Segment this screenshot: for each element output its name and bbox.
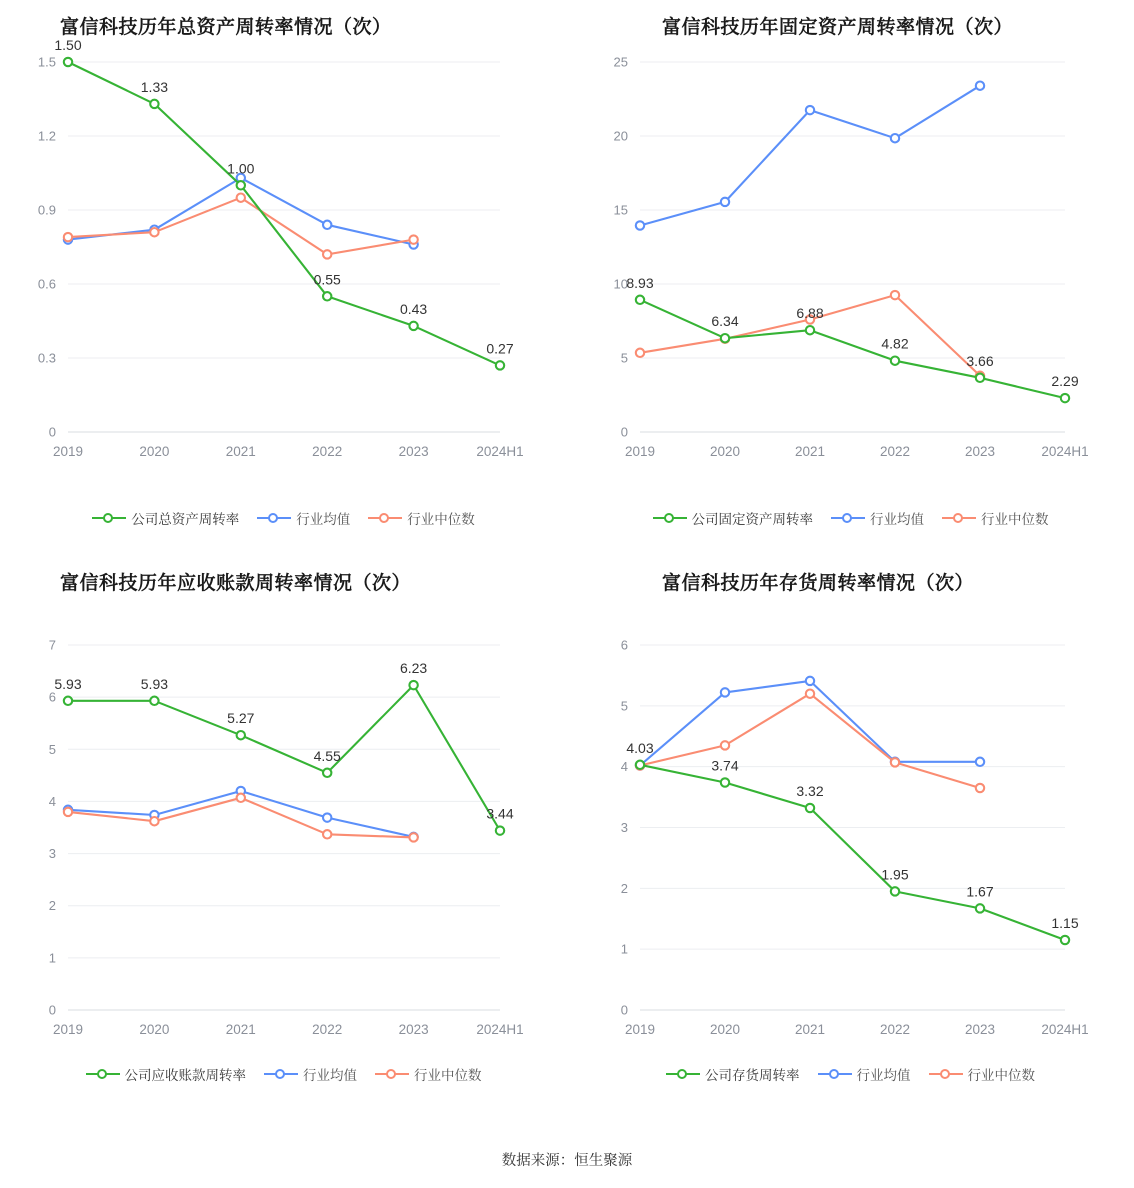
svg-text:2020: 2020 <box>709 444 741 459</box>
svg-text:2021: 2021 <box>225 1022 256 1037</box>
svg-text:6: 6 <box>48 689 56 705</box>
svg-text:2024H1: 2024H1 <box>1041 444 1089 459</box>
svg-text:4.82: 4.82 <box>881 335 909 352</box>
chart-plot-area <box>0 0 567 500</box>
svg-text:4: 4 <box>48 793 56 809</box>
svg-text:2024H1: 2024H1 <box>476 444 524 459</box>
legend-label-industry-median: 行业中位数 <box>414 1068 482 1083</box>
svg-text:2019: 2019 <box>52 1022 84 1037</box>
chart-panel-inventory-turnover <box>567 556 1134 1112</box>
legend-marker-orange-icon <box>368 512 402 524</box>
chart-plot-area <box>567 556 1134 1056</box>
chart-legend <box>0 1064 567 1084</box>
svg-text:10: 10 <box>613 276 628 292</box>
legend-item-industry-mean[interactable] <box>257 508 350 528</box>
svg-text:2022: 2022 <box>312 1022 343 1037</box>
svg-text:5.93: 5.93 <box>54 675 82 692</box>
line-chart-svg <box>0 0 567 500</box>
chart-title: 富信科技历年存货周转率情况（次） <box>662 573 975 594</box>
line-chart-svg <box>567 556 1134 1056</box>
svg-text:0.9: 0.9 <box>37 202 56 218</box>
svg-text:2: 2 <box>620 880 628 896</box>
chart-legend <box>567 508 1134 528</box>
svg-text:2019: 2019 <box>624 444 656 459</box>
svg-text:5.27: 5.27 <box>227 710 255 727</box>
svg-text:4.55: 4.55 <box>313 747 341 764</box>
svg-text:2023: 2023 <box>398 1022 429 1037</box>
svg-text:8.93: 8.93 <box>626 274 654 291</box>
chart-plot-area <box>567 0 1134 500</box>
svg-text:2020: 2020 <box>139 444 170 459</box>
svg-text:3.44: 3.44 <box>486 805 514 822</box>
svg-text:2022: 2022 <box>312 444 343 459</box>
legend-label-company: 公司总资产周转率 <box>131 512 240 527</box>
svg-text:2022: 2022 <box>879 444 911 459</box>
chart-title: 富信科技历年总资产周转率情况（次） <box>60 17 392 38</box>
legend-label-industry-mean: 行业均值 <box>870 512 924 527</box>
legend-label-industry-median: 行业中位数 <box>967 1068 1035 1083</box>
svg-text:25: 25 <box>613 54 628 70</box>
chart-panel-receivables-turnover <box>0 556 567 1112</box>
legend-item-company[interactable] <box>653 508 814 528</box>
svg-text:2023: 2023 <box>964 444 996 459</box>
svg-text:1.33: 1.33 <box>140 78 169 95</box>
legend-item-industry-mean[interactable] <box>831 508 924 528</box>
svg-text:1.50: 1.50 <box>54 37 82 53</box>
svg-text:3: 3 <box>48 846 56 862</box>
svg-text:0.27: 0.27 <box>486 340 514 357</box>
legend-item-industry-mean[interactable] <box>264 1064 357 1084</box>
svg-text:1: 1 <box>48 950 56 966</box>
chart-legend <box>0 508 567 528</box>
svg-text:1.2: 1.2 <box>37 128 56 144</box>
legend-label-industry-median: 行业中位数 <box>407 512 475 527</box>
legend-marker-green-icon <box>653 512 687 524</box>
legend-marker-orange-icon <box>929 1068 963 1080</box>
legend-label-company: 公司存货周转率 <box>705 1068 800 1083</box>
svg-text:2021: 2021 <box>225 444 256 459</box>
svg-text:3.32: 3.32 <box>796 783 824 800</box>
legend-label-company: 公司固定资产周转率 <box>691 512 813 527</box>
svg-text:0: 0 <box>48 1002 56 1018</box>
chart-panel-total-asset-turnover <box>0 0 567 556</box>
legend-item-industry-median[interactable] <box>368 508 475 528</box>
svg-text:6: 6 <box>620 637 628 653</box>
svg-text:0: 0 <box>620 424 628 440</box>
svg-text:3: 3 <box>620 820 628 835</box>
legend-item-industry-median[interactable] <box>929 1064 1036 1084</box>
svg-text:1: 1 <box>620 941 628 957</box>
chart-title: 富信科技历年应收账款周转率情况（次） <box>60 573 412 594</box>
svg-text:0: 0 <box>620 1002 628 1018</box>
legend-item-company[interactable] <box>666 1064 800 1084</box>
svg-text:0: 0 <box>48 424 56 440</box>
legend-marker-orange-icon <box>375 1068 409 1080</box>
svg-text:2024H1: 2024H1 <box>476 1022 524 1037</box>
svg-text:2023: 2023 <box>964 1022 996 1037</box>
svg-text:1.67: 1.67 <box>966 883 994 900</box>
svg-text:1.95: 1.95 <box>881 866 909 883</box>
legend-label-industry-mean: 行业均值 <box>856 1068 911 1083</box>
svg-text:2.29: 2.29 <box>1051 373 1079 390</box>
legend-marker-blue-icon <box>831 512 865 524</box>
svg-text:1.15: 1.15 <box>1051 915 1079 932</box>
legend-marker-green-icon <box>92 512 126 524</box>
legend-item-company[interactable] <box>86 1064 247 1084</box>
legend-item-industry-median[interactable] <box>375 1064 482 1084</box>
svg-text:5: 5 <box>48 741 56 757</box>
svg-text:3.74: 3.74 <box>711 757 739 774</box>
svg-text:1.5: 1.5 <box>37 54 56 70</box>
svg-text:2021: 2021 <box>794 444 826 459</box>
svg-text:2020: 2020 <box>139 1022 170 1037</box>
svg-text:0.55: 0.55 <box>313 271 341 288</box>
svg-text:5: 5 <box>620 350 628 366</box>
legend-label-industry-median: 行业中位数 <box>981 512 1049 527</box>
svg-text:4: 4 <box>620 759 628 775</box>
svg-text:6.34: 6.34 <box>711 313 739 330</box>
svg-text:0.43: 0.43 <box>399 300 428 317</box>
source-note: 数据来源：恒生聚源 <box>501 1153 633 1169</box>
svg-text:2022: 2022 <box>879 1022 911 1037</box>
svg-text:6.88: 6.88 <box>796 305 824 322</box>
chart-panel-fixed-asset-turnover <box>567 0 1134 556</box>
svg-text:3.66: 3.66 <box>966 352 994 369</box>
svg-text:2023: 2023 <box>398 444 429 459</box>
svg-text:2021: 2021 <box>794 1022 826 1037</box>
svg-text:15: 15 <box>613 202 628 218</box>
svg-text:7: 7 <box>48 637 56 653</box>
legend-item-industry-median[interactable] <box>942 508 1049 528</box>
legend-label-company: 公司应收账款周转率 <box>124 1068 246 1083</box>
svg-text:2: 2 <box>48 898 56 914</box>
svg-text:20: 20 <box>613 128 628 144</box>
legend-label-industry-mean: 行业均值 <box>296 512 351 527</box>
svg-text:0.6: 0.6 <box>37 276 56 292</box>
legend-marker-blue-icon <box>818 1068 852 1080</box>
svg-text:4.03: 4.03 <box>626 739 654 756</box>
line-chart-svg <box>567 0 1134 500</box>
svg-text:2019: 2019 <box>624 1022 656 1037</box>
legend-marker-green-icon <box>86 1068 120 1080</box>
line-chart-svg <box>0 556 567 1056</box>
legend-label-industry-mean: 行业均值 <box>303 1068 357 1083</box>
chart-title: 富信科技历年固定资产周转率情况（次） <box>662 17 1014 38</box>
chart-plot-area <box>0 556 567 1056</box>
svg-text:2020: 2020 <box>709 1022 741 1037</box>
svg-text:2024H1: 2024H1 <box>1041 1022 1089 1037</box>
legend-marker-blue-icon <box>257 512 291 524</box>
legend-marker-green-icon <box>666 1068 700 1080</box>
svg-text:1.00: 1.00 <box>227 160 255 177</box>
legend-marker-orange-icon <box>942 512 976 524</box>
svg-text:2019: 2019 <box>52 444 84 459</box>
legend-item-industry-mean[interactable] <box>818 1064 911 1084</box>
svg-text:6.23: 6.23 <box>399 660 428 677</box>
legend-item-company[interactable] <box>92 508 239 528</box>
chart-legend <box>567 1064 1134 1084</box>
legend-marker-blue-icon <box>264 1068 298 1080</box>
svg-text:5: 5 <box>620 698 628 714</box>
svg-text:0.3: 0.3 <box>37 350 56 366</box>
svg-text:5.93: 5.93 <box>140 675 169 692</box>
